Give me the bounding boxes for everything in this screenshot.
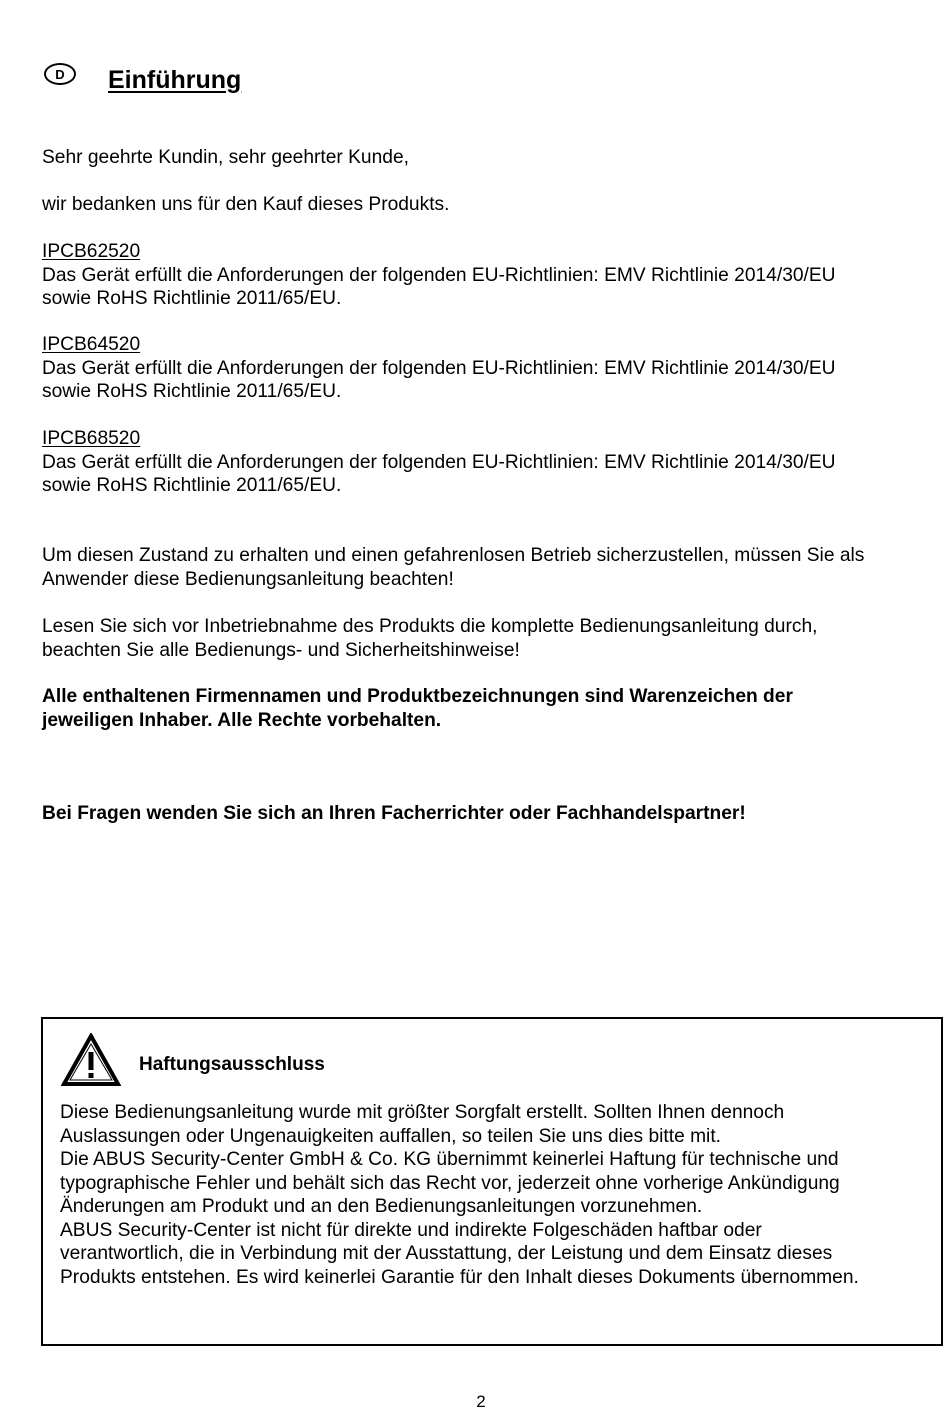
disclaimer-line: Produkts entstehen. Es wird keinerlei Garantie für den Inhalt dieses Dokuments übernommen. (60, 1266, 859, 1288)
salutation: Sehr geehrte Kundin, sehr geehrter Kunde, (42, 147, 409, 168)
trademark-paragraph (42, 685, 922, 732)
read-manual-line: Lesen Sie sich vor Inbetriebnahme des Produkts die komplette Bedienungsanleitung durch, (42, 616, 818, 637)
model-code: IPCB62520 (42, 241, 141, 262)
language-badge-label: D (55, 66, 65, 82)
section-title: Einführung (108, 66, 242, 94)
disclaimer-line: Die ABUS Security-Center GmbH & Co. KG übernimmt keinerlei Haftung für technische und (60, 1149, 839, 1170)
condition-paragraph (42, 544, 922, 591)
disclaimer-line: Auslassungen oder Ungenauigkeiten auffallen, so teilen Sie uns dies bitte mit. (60, 1125, 721, 1147)
disclaimer-line: Änderungen am Produkt und an den Bedienungsanleitungen vorzunehmen. (60, 1196, 703, 1217)
language-badge-icon (44, 63, 76, 85)
model-compliance-line: Das Gerät erfüllt die Anforderungen der folgenden EU-Richtlinien: EMV Richtlinie 2014/30/EU (42, 264, 836, 286)
page-number: 2 (476, 1392, 486, 1411)
warning-triangle-icon (61, 1033, 121, 1087)
model-block (42, 427, 922, 498)
disclaimer-title: Haftungsausschluss (139, 1054, 325, 1075)
model-code: IPCB64520 (42, 334, 141, 355)
trademark-line: Alle enthaltenen Firmennamen und Produktbezeichnungen sind Warenzeichen der (42, 686, 793, 707)
model-compliance-line: Das Gerät erfüllt die Anforderungen der folgenden EU-Richtlinien: EMV Richtlinie 2014/30/EU (42, 357, 836, 379)
disclaimer-text (60, 1101, 859, 1289)
trademark-line: jeweiligen Inhaber. Alle Rechte vorbehalten. (42, 709, 442, 731)
disclaimer-line: Diese Bedienungsanleitung wurde mit größter Sorgfalt erstellt. Sollten Ihnen dennoch (60, 1102, 785, 1123)
model-block (42, 333, 922, 404)
condition-line: Anwender diese Bedienungsanleitung beachten! (42, 568, 454, 590)
model-compliance-line: Das Gerät erfüllt die Anforderungen der folgenden EU-Richtlinien: EMV Richtlinie 2014/30/EU (42, 451, 836, 473)
read-manual-paragraph (42, 615, 922, 662)
disclaimer-box (41, 1017, 943, 1346)
model-code: IPCB68520 (42, 428, 141, 449)
disclaimer-line: verantwortlich, die in Verbindung mit der Ausstattung, der Leistung und dem Einsatz dieses (60, 1243, 833, 1264)
model-compliance-line: sowie RoHS Richtlinie 2011/65/EU. (42, 381, 342, 402)
model-block (42, 240, 922, 311)
model-compliance-line: sowie RoHS Richtlinie 2011/65/EU. (42, 288, 342, 309)
read-manual-line: beachten Sie alle Bedienungs- und Sicherheitshinweise! (42, 639, 520, 661)
thanks-text: wir bedanken uns für den Kauf dieses Produkts. (42, 194, 450, 215)
disclaimer-line: typographische Fehler und behält sich das Recht vor, jederzeit ohne vorherige Ankündigung (60, 1172, 840, 1194)
condition-line: Um diesen Zustand zu erhalten und einen gefahrenlosen Betrieb sicherzustellen, müssen Sie als (42, 545, 865, 566)
model-compliance-line: sowie RoHS Richtlinie 2011/65/EU. (42, 475, 342, 496)
questions-notice: Bei Fragen wenden Sie sich an Ihren Facherrichter oder Fachhandelspartner! (42, 803, 746, 824)
disclaimer-line: ABUS Security-Center ist nicht für direkte und indirekte Folgeschäden haftbar oder (60, 1219, 762, 1241)
